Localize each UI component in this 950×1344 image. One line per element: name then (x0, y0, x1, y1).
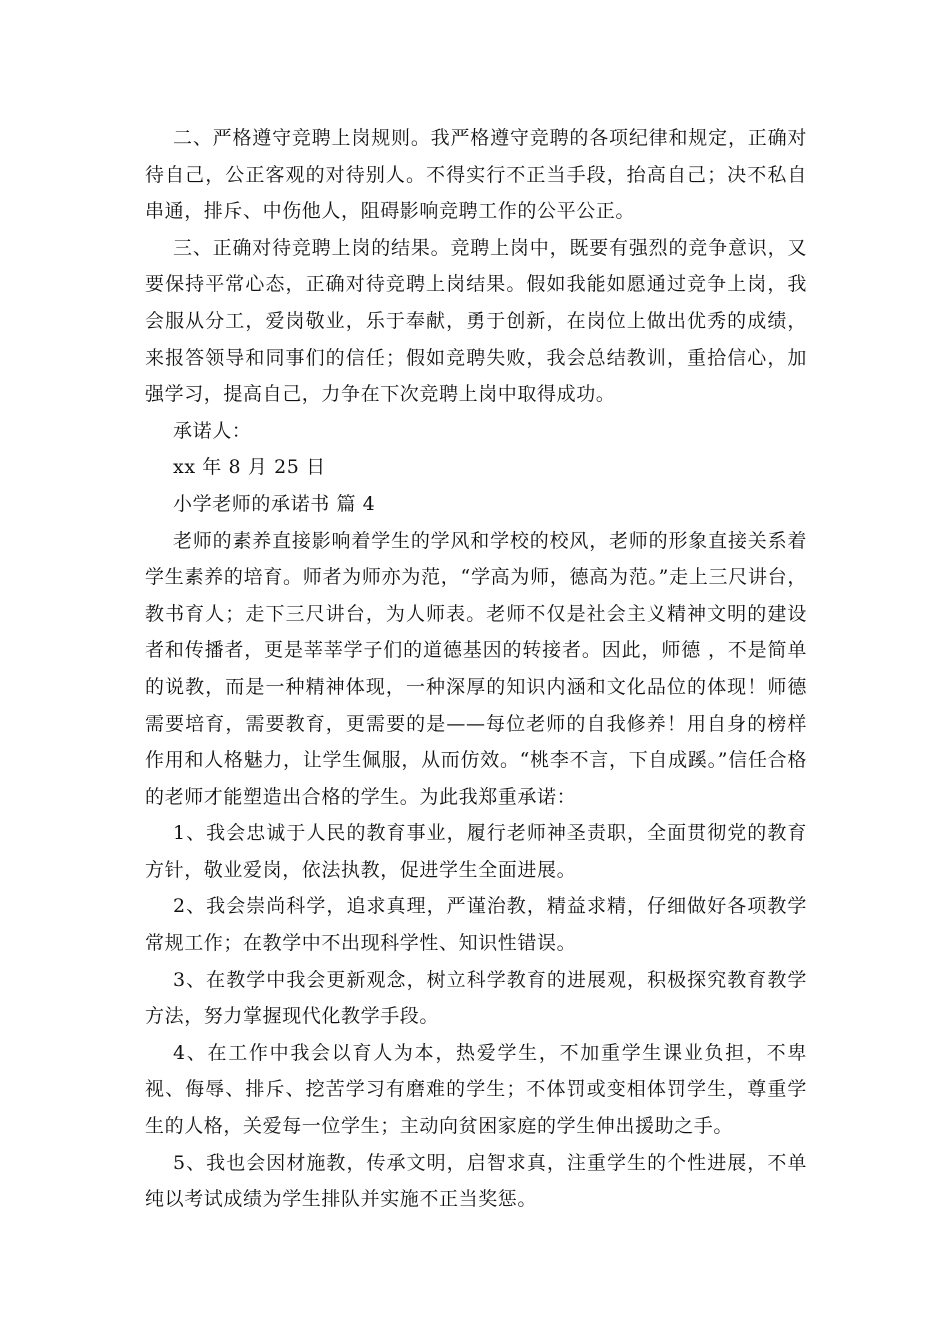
section-title: 小学老师的承诺书 篇 4 (173, 492, 376, 515)
pledge-item-4: 4、在工作中我会以育人为本，热爱学生，不加重学生课业负担，不卑视、侮辱、排斥、挖苦学习有磨难的学生；不体罚或变相体罚学生，尊重学生的人格，关爱每一位学生；主动向贫困家庭的学生伸出援助之手。 (145, 1041, 807, 1138)
paragraph-rule-3: 三、正确对待竞聘上岗的结果。竞聘上岗中，既要有强烈的竞争意识，又要保持平常心态，正确对待竞聘上岗结果。假如我能如愿通过竞争上岗，我会服从分工，爱岗敬业，乐于奉献，勇于创新，在岗位上做出优秀的成绩，来报答领导和同事们的信任；假如竞聘失败，我会总结教训，重拾信心，加强学习，提高自己，力争在下次竞聘上岗中取得成功。 (145, 236, 807, 406)
document-body (145, 120, 807, 1218)
pledge-item-1: 1、我会忠诚于人民的教育事业，履行老师神圣责职，全面贯彻党的教育方针，敬业爱岗，依法执教，促进学生全面进展。 (145, 822, 807, 881)
pledge-item-2: 2、我会崇尚科学，追求真理，严谨治教，精益求精，仔细做好各项教学常规工作；在教学中不出现科学性、知识性错误。 (145, 895, 807, 955)
section-intro-paragraph: 老师的素养直接影响着学生的学风和学校的校风，老师的形象直接关系着学生素养的培育。师者为师亦为范，“学高为师，德高为范。”走上三尺讲台，教书育人；走下三尺讲台，为人师表。老师不仅是社会主义精神文明的建设者和传播者，更是莘莘学子们的道德基因的转接者。因此，师德 ，不是简单的说教，而是一种精神体现，一种深厚的知识内涵和文化品位的体现！师德需要培育，需要教育，更需要的是——每位老师的自我修养！用自身的榜样作用和人格魅力，让学生佩服，从而仿效。“桃李不言，下自成蹊。”信任合格的老师才能塑造出合格的学生。为此我郑重承诺： (145, 529, 807, 808)
pledge-item-5: 5、我也会因材施教，传承文明，启智求真，注重学生的个性进展，不单纯以考试成绩为学生排队并实施不正当奖惩。 (145, 1151, 807, 1211)
signature-label: 承诺人： (173, 419, 252, 442)
signature-date: xx 年 8 月 25 日 (173, 456, 326, 479)
pledge-item-3: 3、在教学中我会更新观念，树立科学教育的进展观，积极探究教育教学方法，努力掌握现代化教学手段。 (145, 968, 807, 1028)
paragraph-rule-2: 二、严格遵守竞聘上岗规则。我严格遵守竞聘的各项纪律和规定，正确对待自己，公正客观的对待别人。不得实行不正当手段，抬高自己；决不私自串通，排斥、中伤他人，阻碍影响竞聘工作的公平公正。 (145, 127, 807, 223)
